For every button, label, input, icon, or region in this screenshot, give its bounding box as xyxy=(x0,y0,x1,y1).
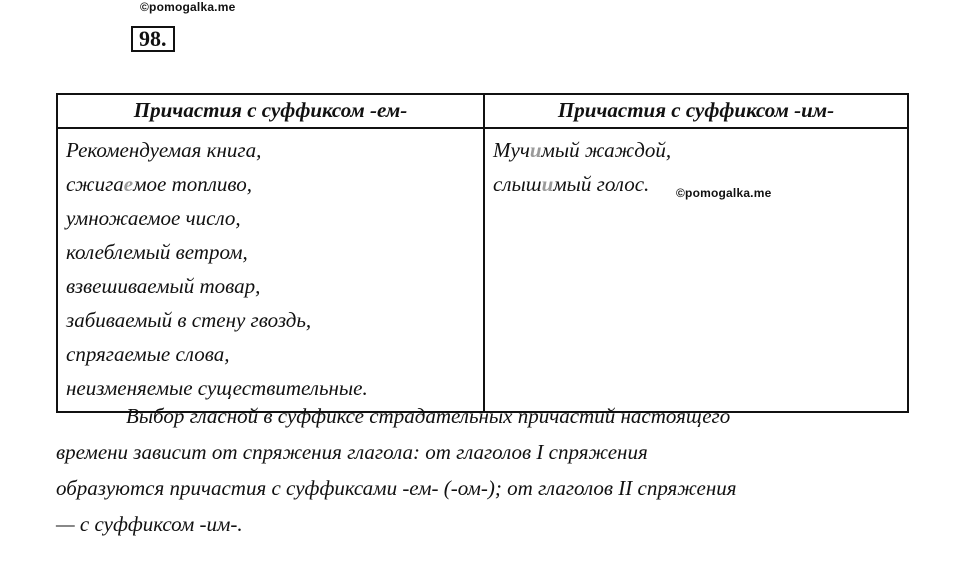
list-item: Рекомендуемая книга, xyxy=(66,138,262,162)
list-item: слышимый голос. xyxy=(493,172,650,196)
list-item: спрягаемые слова, xyxy=(66,342,230,366)
list-item: неизменяемые существительные. xyxy=(66,376,368,400)
paragraph-line: времени зависит от спряжения глагола: от глаголов I спряжения xyxy=(56,440,648,464)
exercise-number: 98. xyxy=(131,26,175,52)
rule-paragraph xyxy=(56,398,916,542)
list-item: сжигаемое топливо, xyxy=(66,172,252,196)
header-im-suffix: Причастия с суффиксом -им- xyxy=(484,94,908,128)
paragraph-line: — с суффиксом -им-. xyxy=(56,512,243,536)
highlighted-vowel: е xyxy=(123,172,134,196)
list-item: взвешиваемый товар, xyxy=(66,274,261,298)
highlighted-vowel: и xyxy=(529,138,542,162)
paragraph-line: Выбор гласной в суффиксе страдательных причастий настоящего xyxy=(126,404,731,428)
watermark-middle: ©pomogalka.me xyxy=(676,186,772,200)
highlighted-vowel: и xyxy=(541,172,554,196)
list-item: колеблемый ветром, xyxy=(66,240,248,264)
paragraph-line: образуются причастия с суффиксами -ем- (-ом-); от глаголов II спряжения xyxy=(56,476,737,500)
watermark-top: ©pomogalka.me xyxy=(140,0,236,14)
list-item: Мучимый жаждой, xyxy=(493,138,672,162)
column-em-list xyxy=(57,128,484,412)
column-im-list xyxy=(484,128,908,412)
table-header-row xyxy=(57,94,908,128)
list-item: умножаемое число, xyxy=(66,206,241,230)
list-item: забиваемый в стену гвоздь, xyxy=(66,308,312,332)
header-em-suffix: Причастия с суффиксом -ем- xyxy=(57,94,484,128)
table-row xyxy=(57,128,908,412)
participles-table xyxy=(56,93,909,413)
